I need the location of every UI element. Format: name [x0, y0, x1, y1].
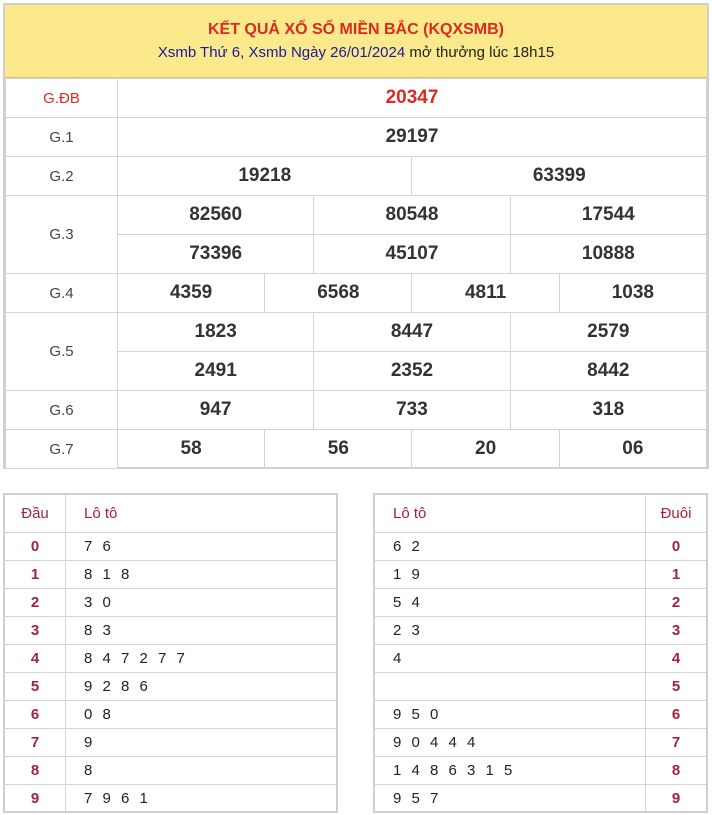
dau-row [5, 589, 336, 617]
duoi-loto-value [375, 673, 646, 701]
prize-label: G.2 [6, 157, 118, 196]
duoi-key: 1 [646, 561, 707, 589]
prize-number: 6568 [265, 274, 412, 313]
dau-key: 6 [5, 701, 66, 729]
prize-number: 20 [412, 430, 559, 469]
prize-row-gdb [6, 79, 707, 118]
dau-row [5, 701, 336, 729]
dau-key: 4 [5, 645, 66, 673]
dau-loto-value: 3 0 [66, 589, 337, 617]
prize-row-g1 [6, 118, 707, 157]
prize-label: G.ĐB [6, 79, 118, 118]
duoi-row [375, 701, 706, 729]
duoi-key: 2 [646, 589, 707, 617]
date-link[interactable]: Xsmb Thứ 6, Xsmb Ngày 26/01/2024 [157, 44, 406, 61]
dau-loto-value: 9 [66, 729, 337, 757]
dau-key: 8 [5, 757, 66, 785]
dau-header-row [5, 495, 336, 533]
duoi-loto-value: 2 3 [375, 617, 646, 645]
prize-label: G.6 [6, 391, 118, 430]
duoi-table-panel [373, 493, 708, 813]
prize-number: 4359 [118, 274, 265, 313]
prize-number: 17544 [510, 196, 706, 235]
dau-row [5, 785, 336, 813]
dau-column-header: Đầu [5, 495, 66, 533]
duoi-key: 6 [646, 701, 707, 729]
duoi-row [375, 617, 706, 645]
duoi-key: 8 [646, 757, 707, 785]
dau-loto-value: 8 [66, 757, 337, 785]
prize-number: 63399 [412, 157, 707, 196]
dau-table-body [5, 533, 336, 813]
duoi-loto-value: 1 4 8 6 3 1 5 [375, 757, 646, 785]
duoi-row [375, 645, 706, 673]
loto-column-header: Lô tô [66, 495, 337, 533]
duoi-row [375, 533, 706, 561]
duoi-loto-value: 4 [375, 645, 646, 673]
dau-key: 7 [5, 729, 66, 757]
duoi-key: 0 [646, 533, 707, 561]
dau-row [5, 673, 336, 701]
prize-number: 733 [314, 391, 510, 430]
duoi-key: 5 [646, 673, 707, 701]
duoi-loto-value: 5 4 [375, 589, 646, 617]
duoi-loto-value: 9 5 7 [393, 790, 442, 807]
dau-table-panel [3, 493, 338, 813]
prize-label: G.5 [6, 313, 118, 391]
dau-key: 3 [5, 617, 66, 645]
dau-loto-value: 0 8 [66, 701, 337, 729]
prize-row-g4 [6, 274, 707, 313]
prize-number: 45107 [314, 235, 510, 274]
prize-row-g5a [6, 313, 707, 352]
duoi-loto-value: 1 9 [375, 561, 646, 589]
dau-loto-value: 8 1 8 [66, 561, 337, 589]
dau-key: 5 [5, 673, 66, 701]
duoi-row [375, 757, 706, 785]
duoi-row [375, 785, 706, 813]
duoi-key: 9 [646, 785, 707, 813]
dau-row [5, 729, 336, 757]
draw-time-text: mở thưởng lúc 18h15 [405, 44, 555, 61]
dau-loto-value: 8 3 [66, 617, 337, 645]
dau-row [5, 561, 336, 589]
dau-row [5, 757, 336, 785]
dau-table [5, 495, 336, 812]
duoi-loto-value: 9 0 4 4 4 [375, 729, 646, 757]
prize-number: 2579 [510, 313, 706, 352]
prize-label: G.7 [6, 430, 118, 469]
prize-row-g3a [6, 196, 707, 235]
prize-number: 947 [118, 391, 314, 430]
results-subtitle [5, 44, 707, 61]
prize-number: 2352 [314, 352, 510, 391]
loto-column-header: Lô tô [375, 495, 646, 533]
duoi-row [375, 561, 706, 589]
duoi-key: 3 [646, 617, 707, 645]
duoi-row [375, 729, 706, 757]
prize-number: 56 [265, 430, 412, 469]
dau-key: 9 [5, 785, 66, 813]
dau-key: 1 [5, 561, 66, 589]
prize-row-g2 [6, 157, 707, 196]
prize-number: 80548 [314, 196, 510, 235]
prize-number: 06 [559, 430, 706, 469]
prize-table [5, 78, 707, 469]
dau-key: 2 [5, 589, 66, 617]
prize-number: 1038 [559, 274, 706, 313]
results-panel [3, 3, 709, 469]
prize-number: 4811 [412, 274, 559, 313]
dau-row [5, 645, 336, 673]
dau-row [5, 617, 336, 645]
dau-loto-value: 9 2 8 6 [66, 673, 337, 701]
prize-row-g7 [6, 430, 707, 469]
dau-row [5, 533, 336, 561]
duoi-key: 7 [646, 729, 707, 757]
dau-loto-value: 7 9 6 1 [84, 790, 151, 807]
prize-number: 8442 [510, 352, 706, 391]
dau-key: 0 [5, 533, 66, 561]
prize-number: 19218 [118, 157, 412, 196]
results-header [5, 5, 707, 78]
prize-number: 2491 [118, 352, 314, 391]
duoi-key: 4 [646, 645, 707, 673]
dau-loto-value: 7 6 [66, 533, 337, 561]
prize-number: 82560 [118, 196, 314, 235]
prize-label: G.4 [6, 274, 118, 313]
prize-label: G.3 [6, 196, 118, 274]
results-title: KẾT QUẢ XỔ SỐ MIỀN BẮC (KQXSMB) [207, 21, 504, 38]
prize-number: 1823 [118, 313, 314, 352]
duoi-header-row [375, 495, 706, 533]
prize-number: 20347 [118, 79, 707, 118]
prize-row-g6 [6, 391, 707, 430]
prize-number: 318 [510, 391, 706, 430]
prize-number: 58 [118, 430, 265, 469]
prize-number: 10888 [510, 235, 706, 274]
duoi-table [375, 495, 706, 812]
prize-number: 73396 [118, 235, 314, 274]
duoi-table-body [375, 533, 706, 813]
duoi-loto-value: 6 2 [375, 533, 646, 561]
duoi-row [375, 589, 706, 617]
prize-number: 8447 [314, 313, 510, 352]
duoi-loto-value: 9 5 0 [375, 701, 646, 729]
duoi-column-header: Đuôi [646, 495, 707, 533]
prize-label: G.1 [6, 118, 118, 157]
prize-number: 29197 [118, 118, 707, 157]
dau-loto-value: 8 4 7 2 7 7 [66, 645, 337, 673]
duoi-row [375, 673, 706, 701]
